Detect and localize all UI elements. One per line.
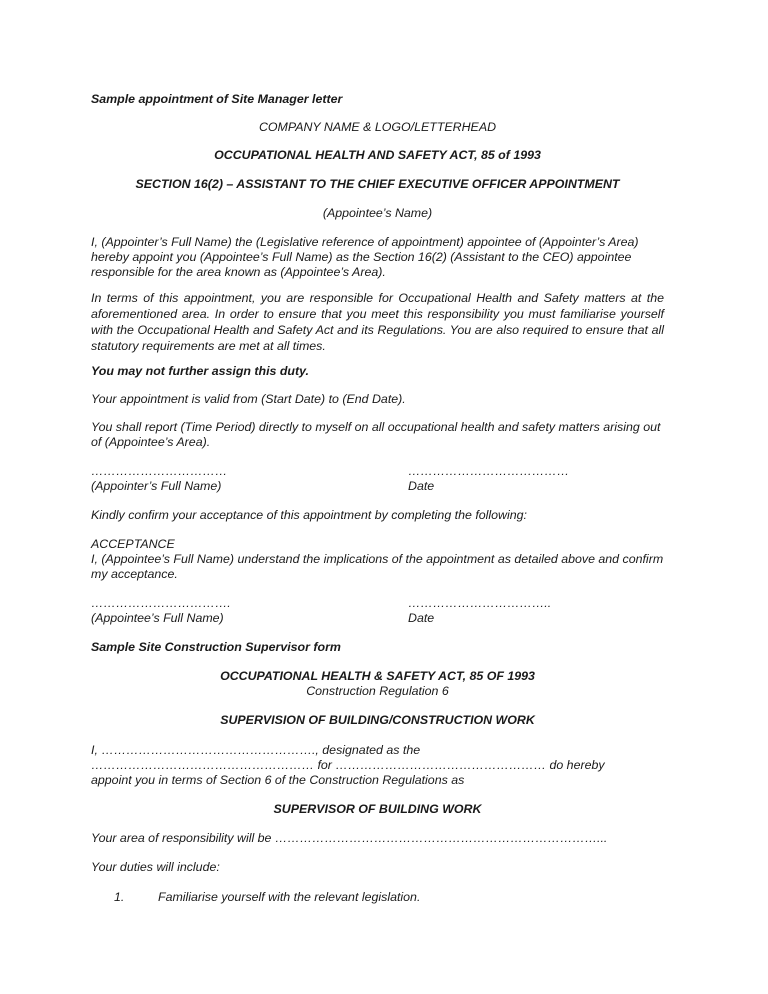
supervision-title: SUPERVISION OF BUILDING/CONSTRUCTION WORK: [220, 713, 535, 727]
appointee-date-line: ……………………………..: [408, 596, 552, 610]
appointee-signature-line: …………………………….: [91, 596, 231, 610]
designation-line: ……………………………………………… for …………………………………………… do hereby: [91, 758, 605, 772]
act-title: OCCUPATIONAL HEALTH AND SAFETY ACT, 85 of 1993: [214, 148, 541, 162]
form-heading: Sample Site Construction Supervisor form: [91, 640, 341, 654]
appointer-signature-line: ……………………………: [91, 464, 228, 478]
sample-heading: Sample appointment of Site Manager letter: [91, 92, 343, 106]
acceptance-line: I, (Appointee’s Full Name) understand the implications of the appointment as detailed above and confirm: [91, 552, 664, 566]
para1-line: I, (Appointer’s Full Name) the (Legislative reference of appointment) appointee of (Appointer’s Area): [91, 235, 639, 249]
designation-line: appoint you in terms of Section 6 of the Construction Regulations as: [91, 773, 465, 787]
duties-intro: Your duties will include:: [91, 860, 220, 874]
responsibility-paragraph: In terms of this appointment, you are responsible for Occupational Health and Safety matters at the aforementioned area. In order to ensure that you meet this responsibility you must familiarise yourself with the Occupational Health and Safety Act and its Regulations. You are also required to ensure that all statutory requirements are met at all times.: [91, 291, 664, 353]
para1-line: responsible for the area known as (Appointee’s Area).: [91, 265, 386, 279]
acceptance-label: ACCEPTANCE: [91, 537, 175, 551]
confirm-instruction: Kindly confirm your acceptance of this appointment by completing the following:: [91, 508, 527, 522]
appointee-signature-label: (Appointee’s Full Name): [91, 611, 224, 625]
appointee-name: (Appointee’s Name): [322, 206, 433, 220]
para1-line: hereby appoint you (Appointee’s Full Name) as the Section 16(2) (Assistant to the CEO) appointee: [91, 250, 632, 264]
area-of-responsibility: Your area of responsibility will be ……………………………………………………………………...: [91, 831, 608, 845]
duty-number: 1.: [114, 890, 125, 904]
duty-text: Familiarise yourself with the relevant legislation.: [158, 890, 421, 904]
letterhead-placeholder: COMPANY NAME & LOGO/LETTERHEAD: [258, 120, 497, 134]
validity-statement: Your appointment is valid from (Start Date) to (End Date).: [91, 392, 406, 406]
report-line: of (Appointee’s Area).: [91, 435, 211, 449]
appointer-signature-label: (Appointer’s Full Name): [91, 479, 222, 493]
report-line: You shall report (Time Period) directly to myself on all occupational health and safety matters arising out: [91, 420, 661, 434]
appointer-date-label: Date: [408, 479, 435, 493]
supervisor-title: SUPERVISOR OF BUILDING WORK: [273, 802, 482, 816]
regulation-subtitle: Construction Regulation 6: [306, 684, 449, 698]
acceptance-line: my acceptance.: [91, 567, 178, 581]
act2-title: OCCUPATIONAL HEALTH & SAFETY ACT, 85 OF 1993: [220, 669, 535, 683]
appointee-date-label: Date: [408, 611, 435, 625]
appointer-date-line: …………………………………: [408, 464, 570, 478]
no-assign-notice: You may not further assign this duty.: [91, 364, 310, 378]
section-title: SECTION 16(2) – ASSISTANT TO THE CHIEF EXECUTIVE OFFICER APPOINTMENT: [135, 177, 620, 191]
designation-line: I, ……………………………………………., designated as the: [91, 743, 421, 757]
